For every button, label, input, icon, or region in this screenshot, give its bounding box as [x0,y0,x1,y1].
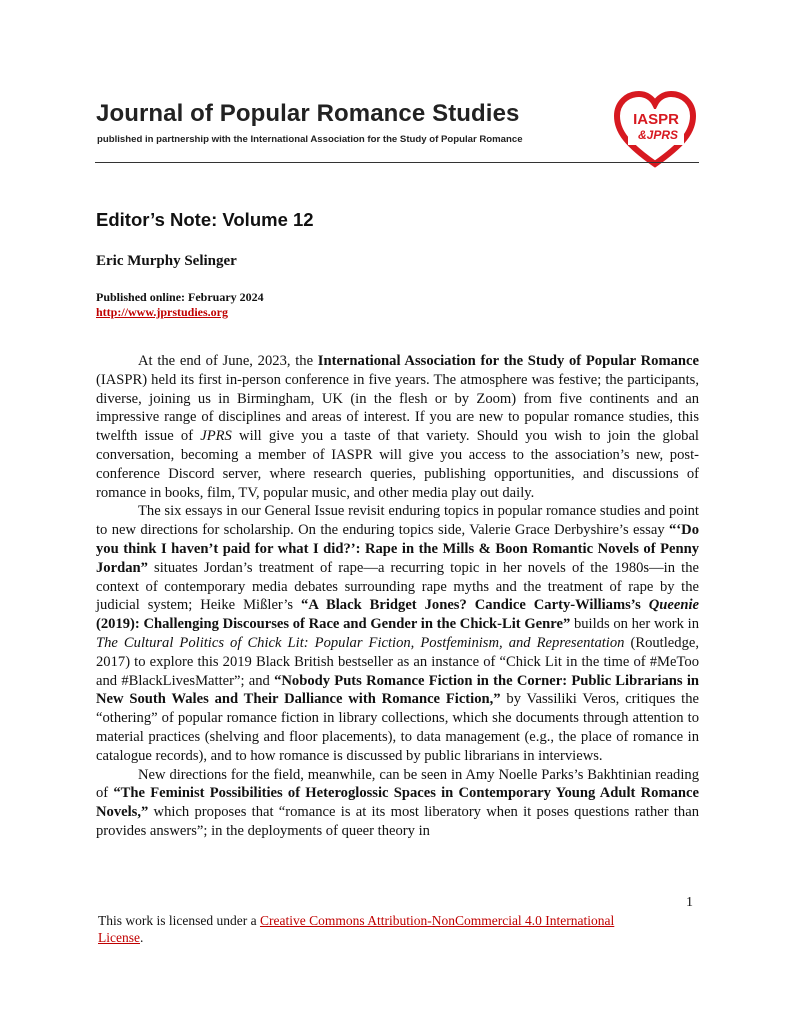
license-link[interactable]: Creative Commons Attribution-NonCommercial 4.0 International License [98,913,615,945]
paragraph-1 [96,352,699,502]
journal-title: Journal of Popular Romance Studies [96,100,520,127]
bold-run: “Nobody Puts Romance Fiction in the Corner: Public Librarians in New South Wales and Their Dalliance with Romance Fiction,” [96,672,700,708]
journal-subtitle: published in partnership with the International Association for the Study of Popular Romance [97,134,523,145]
bold-italic-run: Queenie [648,597,700,614]
heart-logo-icon [614,90,696,170]
header-divider [95,162,699,163]
text-run: The six essays in our General Issue revisit enduring topics in popular romance studies and point to new directions for scholarship. On the enduring topics side, Valerie Grace Derbyshire’s essay [96,503,699,539]
license-prefix: This work is licensed under a [98,913,260,928]
text-run: by Vassiliki Veros, critiques the “othering” of popular romance fiction in library collections, which she documents through attention to material practices (shelving and floor placements), to data management (e.g., the place of romance in catalogue records), and to how romance is discussed by public librarians in interviews. [96,691,699,764]
article-title: Editor’s Note: Volume 12 [96,209,314,230]
text-run: At the end of June, 2023, the [138,353,318,369]
text-run: will give you a taste of that variety. Should you wish to join the global conversation, becoming a member of IASPR will give you access to the association’s new, post-conference Discord server, where research queries, publishing opportunities, and discussions of romance in books, film, TV, popular music, and other media play out daily. [96,428,699,501]
logo-text-iaspr: IASPR [633,111,679,128]
text-run: New directions for the field, meanwhile, can be seen in Amy Noelle Parks’s Bakhtinian reading of [96,766,699,802]
license-notice [98,912,658,946]
journal-url-link[interactable]: http://www.jprstudies.org [96,305,229,319]
bold-run: “The Feminist Possibilities of Heteroglossic Spaces in Contemporary Young Adult Romance Novels,” [96,785,699,821]
italic-run: JPRS [200,428,232,445]
paragraph-2 [96,502,699,765]
bold-run: “‘Do you think I haven’t paid for what I did?’: Rape in the Mills & Boon Romantic Novels of Penny Jordan” [96,522,699,576]
paragraph-3 [96,766,699,841]
license-suffix: . [139,930,144,945]
text-run: which proposes that “romance is at its most liberatory when it poses questions rather than provides answers”; in the deployments of queer theory in [96,804,699,839]
text-run: (IASPR) held its first in-person conference in five years. The atmosphere was festive; the participants, diverse, joining us in Birmingham, UK (in the flesh or by Zoom) from five continents and an impressive range of disciplines and areas of interest. If you are new to popular romance studies, this twelfth issue of [96,371,699,445]
article-body [96,352,699,841]
page-number: 1 [686,895,693,910]
text-run: (Routledge, 2017) to explore this 2019 Black British bestseller as an instance of “Chick Lit in the time of #MeToo and #BlackLivesMatter”; and [96,634,699,689]
iaspr-jprs-logo [614,90,696,170]
article-author: Eric Murphy Selinger [96,253,237,269]
bold-run: International Association for the Study of Popular Romance [317,353,699,369]
bold-run: “A Black Bridget Jones? Candice Carty-Williams’s [301,597,649,614]
text-run: builds on her work in [570,616,699,633]
bold-run: (2019): Challenging Discourses of Race and Gender in the Chick-Lit Genre” [96,616,571,633]
publication-date: Published online: February 2024 [96,290,264,304]
text-run: situates Jordan’s treatment of rape—a recurring topic in her novels of the 1980s—in the context of contemporary media debates surrounding rape myths and the treatment of rape by the judicial system; Heike Mißler’s [96,559,699,614]
italic-run: The Cultural Politics of Chick Lit: Popular Fiction, Postfeminism, and Representation [96,634,625,651]
logo-text-jprs: &JPRS [637,128,679,142]
